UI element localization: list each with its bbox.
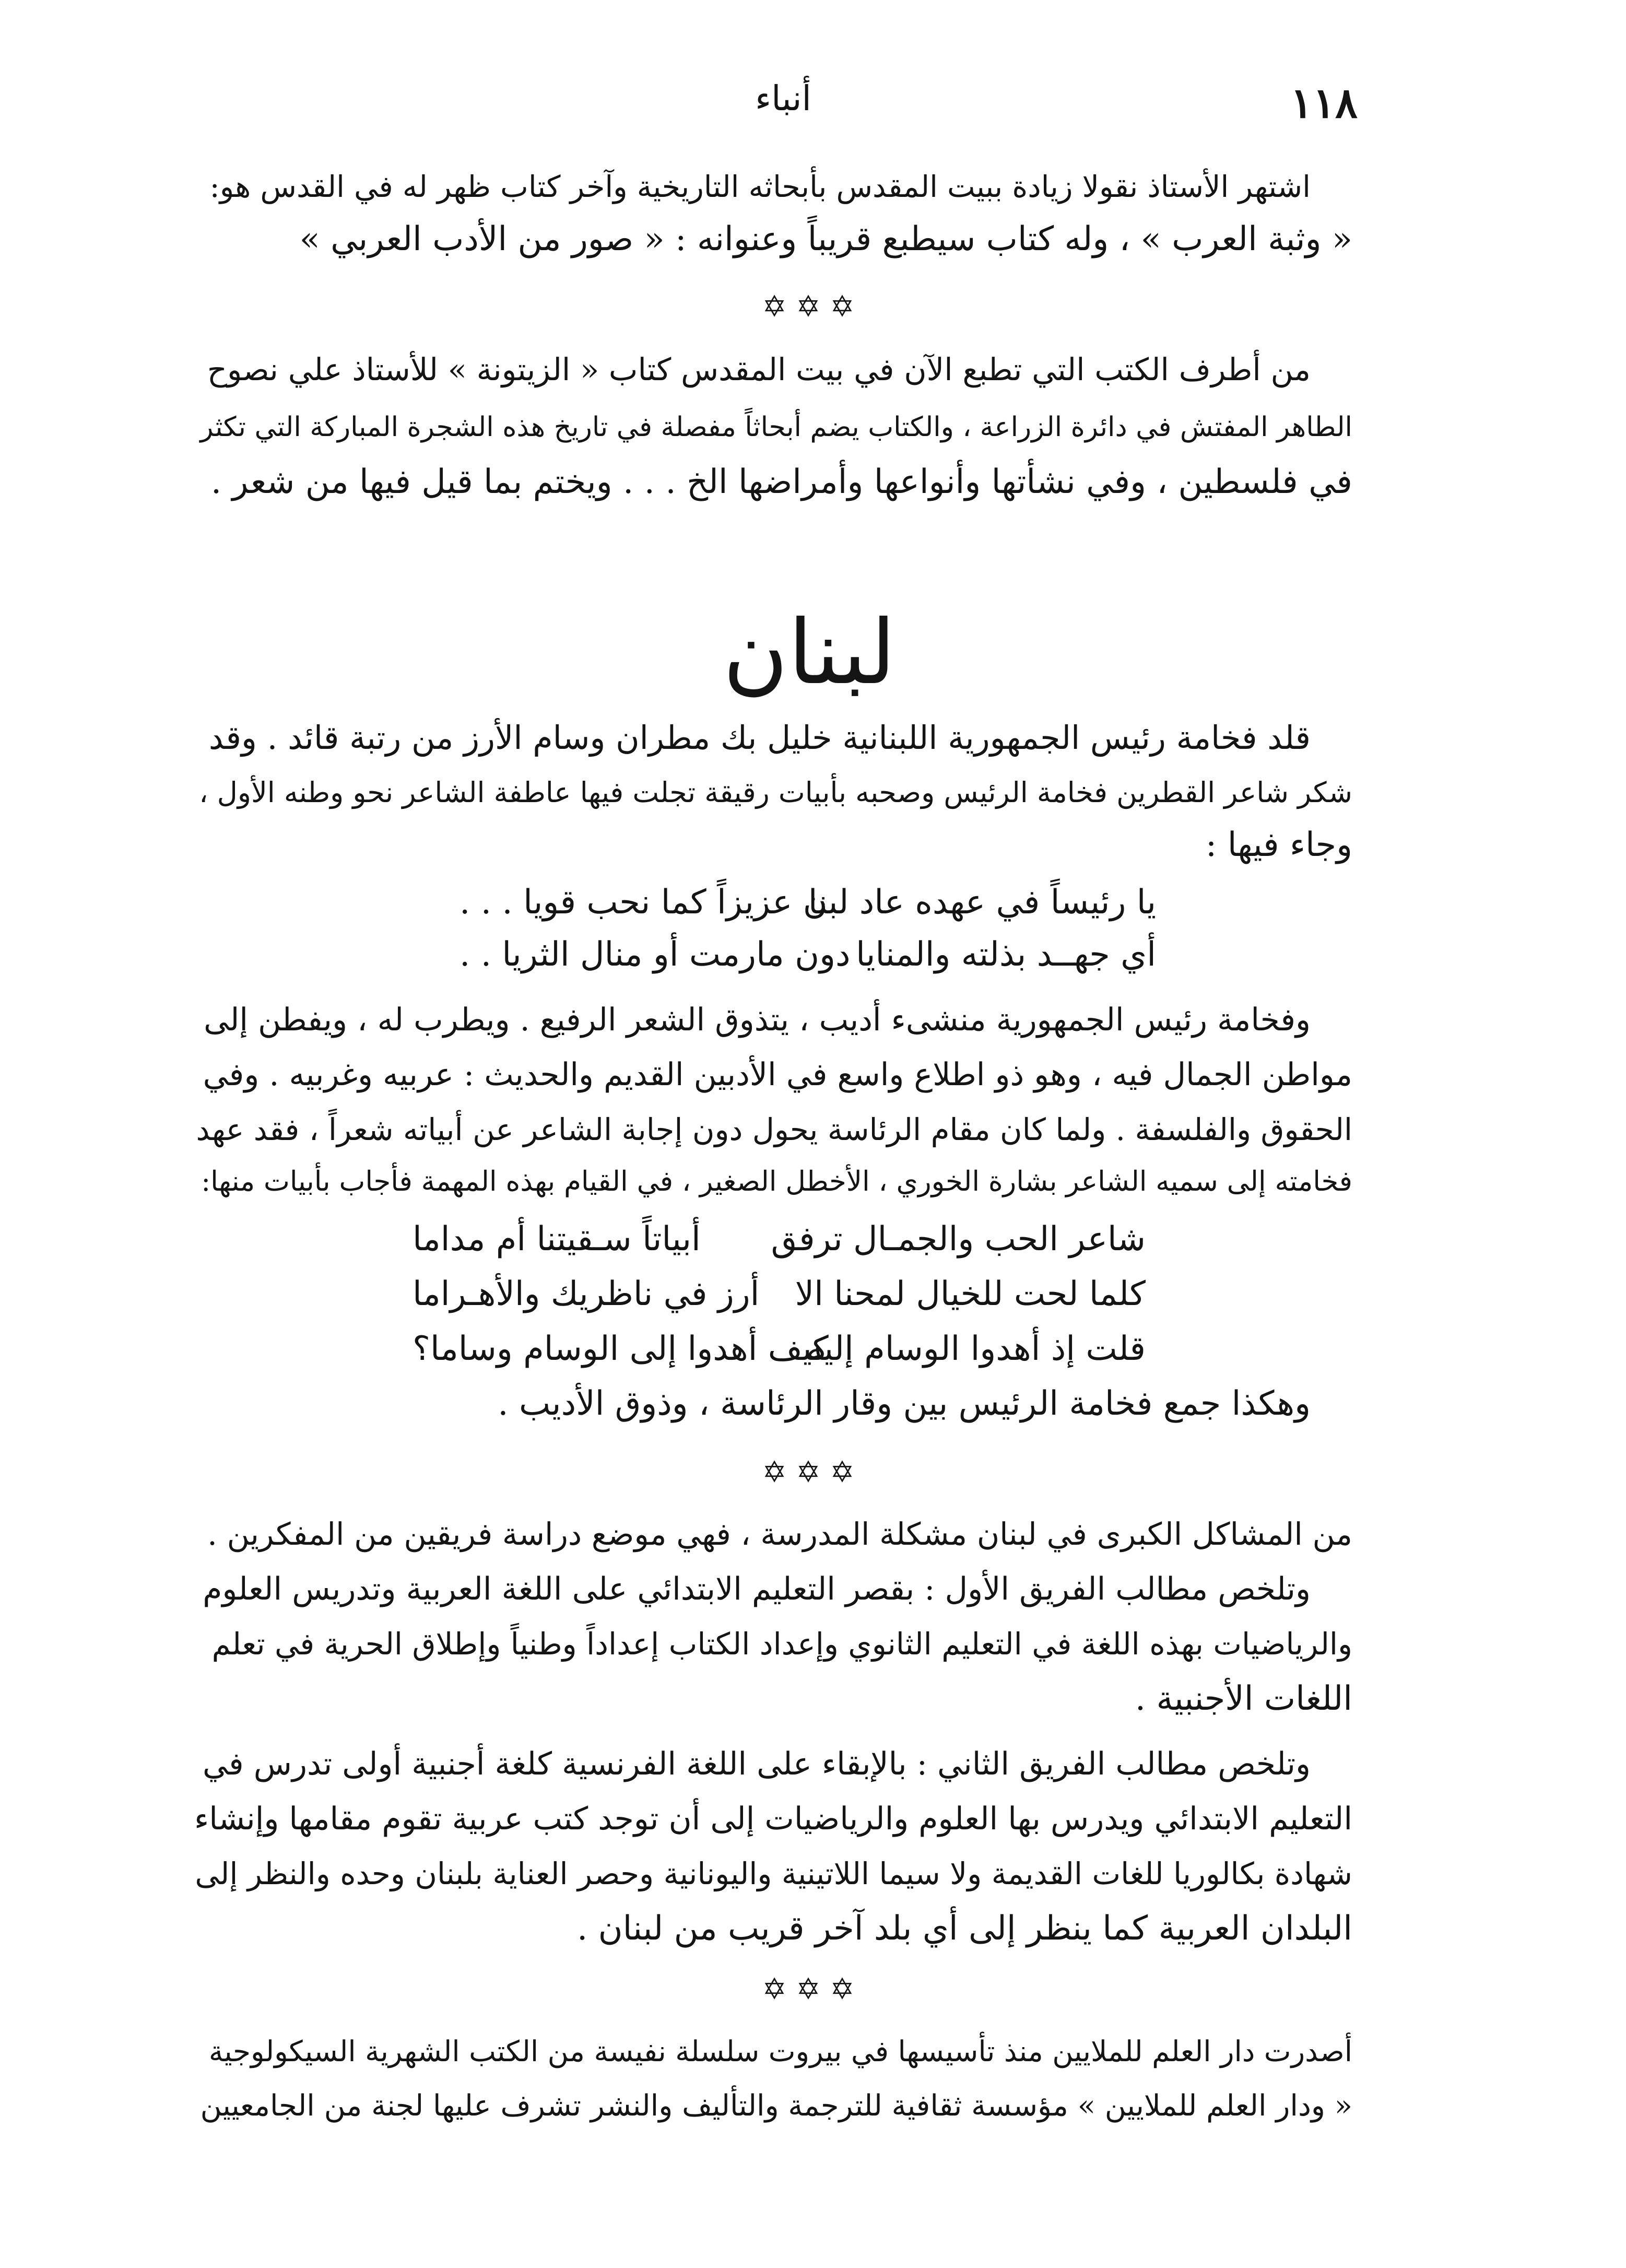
section-separator: ✡✡✡ (762, 1455, 864, 1489)
paragraph-line: وتلخص مطالب الفريق الثاني : بالإبقاء على اللغة الفرنسية كلغة أجنبية أولى تدرس في (202, 1746, 1311, 1782)
paragraph-line: فخامته إلى سميه الشاعر بشارة الخوري ، الأخطل الصغير ، في القيام بهذه المهمة فأجاب بأبيات منها: (201, 1166, 1352, 1197)
paragraph-line: اشتهر الأستاذ نقولا زيادة ببيت المقدس بأبحاثه التاريخية وآخر كتاب ظهر له في القدس هو: (209, 170, 1311, 204)
paragraph-line: شكر شاعر القطرين فخامة الرئيس وصحبه بأبيات رقيقة تجلت فيها عاطفة الشاعر نحو وطنه الأول ، (199, 776, 1352, 809)
verse-hemistich: أبياتاً سـقيتنا أم مداما (413, 1220, 701, 1259)
verse-hemistich: أرز في ناظريك والأهـراما (413, 1275, 760, 1313)
paragraph-line: وتلخص مطالب الفريق الأول : بقصر التعليم الابتدائي على اللغة العربية وتدريس العلوم (203, 1571, 1311, 1607)
verse-hemistich: ن عزيزاً كما نحب قويا . . . (459, 883, 828, 922)
paragraph-line: الطاهر المفتش في دائرة الزراعة ، والكتاب يضم أبحاثاً مفصلة في تاريخ هذه الشجرة المباركة التي تكثر (200, 412, 1352, 443)
paragraph-line: الحقوق والفلسفة . ولما كان مقام الرئاسة يحول دون إجابة الشاعر عن أبياته شعراً ، فقد عهد (196, 1112, 1352, 1147)
paragraph-line: البلدان العربية كما ينظر إلى أي بلد آخر قريب من لبنان . (576, 1909, 1352, 1948)
verse-hemistich: قلت إذ أهدوا الوسام إليه (806, 1330, 1146, 1368)
paragraph-line: أصدرت دار العلم للملايين منذ تأسيسها في بيروت سلسلة نفيسة من الكتب الشهرية السيكولوجية (208, 2035, 1352, 2068)
paragraph-line: قلد فخامة رئيس الجمهورية اللبنانية خليل بك مطران وسام الأرز من رتبة قائد . وقد (208, 719, 1311, 757)
paragraph-line: « ودار العلم للملايين » مؤسسة ثقافية للترجمة والتأليف والنشر تشرف عليها لجنة من الجامعيين (200, 2089, 1352, 2123)
paragraph-line: في فلسطين ، وفي نشأتها وأنواعها وأمراضها الخ . . . ويختم بما قيل فيها من شعر . (210, 463, 1352, 501)
paragraph-line: والرياضيات بهذه اللغة في التعليم الثانوي وإعداد الكتاب إعداداً وطنياً وإطلاق الحرية في تعلم (211, 1626, 1352, 1662)
paragraph-line: اللغات الأجنبية . (1135, 1679, 1352, 1718)
paragraph-line: وفخامة رئيس الجمهورية منشىء أديب ، يتذوق الشعر الرفيع . ويطرب له ، ويفطن إلى (204, 1002, 1311, 1038)
paragraph-line: شهادة بكالوريا للغات القديمة ولا سيما اللاتينية واليونانية وحصر العناية بلبنان وحده والنظر إلى (195, 1856, 1352, 1891)
paragraph-line: وهكذا جمع فخامة الرئيس بين وقار الرئاسة ، وذوق الأديب . (498, 1384, 1311, 1423)
paragraph-line: من المشاكل الكبرى في لبنان مشكلة المدرسة ، فهي موضع دراسة فريقين من المفكرين . (207, 1516, 1352, 1552)
paragraph-line: مواطن الجمال فيه ، وهو ذو اطلاع واسع في الأدبين القديم والحديث : عربيه وغربيه . وفي (203, 1056, 1352, 1093)
section-separator: ✡✡✡ (762, 1972, 864, 2006)
section-title: لبنان (723, 601, 896, 704)
verse-hemistich: كيف أهدوا إلى الوسام وساما؟ (413, 1330, 829, 1368)
verse-hemistich: شاعر الحب والجمـال ترفق (771, 1220, 1146, 1259)
verse-hemistich: كلما لحت للخيال لمحنا الا (795, 1275, 1146, 1313)
verse-hemistich: أي جهــد بذلته والمنايا (856, 935, 1156, 974)
verse-hemistich: يا رئيساً في عهده عاد لبنا (808, 883, 1156, 922)
verse-hemistich: دون مارمت أو منال الثريا . . (459, 935, 851, 974)
paragraph-line: « وثبة العرب » ، وله كتاب سيطبع قريباً وعنوانه : « صور من الأدب العربي » (299, 220, 1352, 258)
section-separator: ✡✡✡ (762, 290, 864, 324)
paragraph-line: وجاء فيها : (1205, 826, 1352, 864)
running-title: أنباء (755, 78, 811, 119)
paragraph-line: من أطرف الكتب التي تطبع الآن في بيت المقدس كتاب « الزيتونة » للأستاذ علي نصوح (207, 351, 1311, 387)
page-number: ١١٨ (1290, 78, 1358, 127)
paragraph-line: التعليم الابتدائي ويدرس بها العلوم والرياضيات إلى أن توجد كتب عربية تقوم مقامها وإنشاء (194, 1801, 1352, 1837)
